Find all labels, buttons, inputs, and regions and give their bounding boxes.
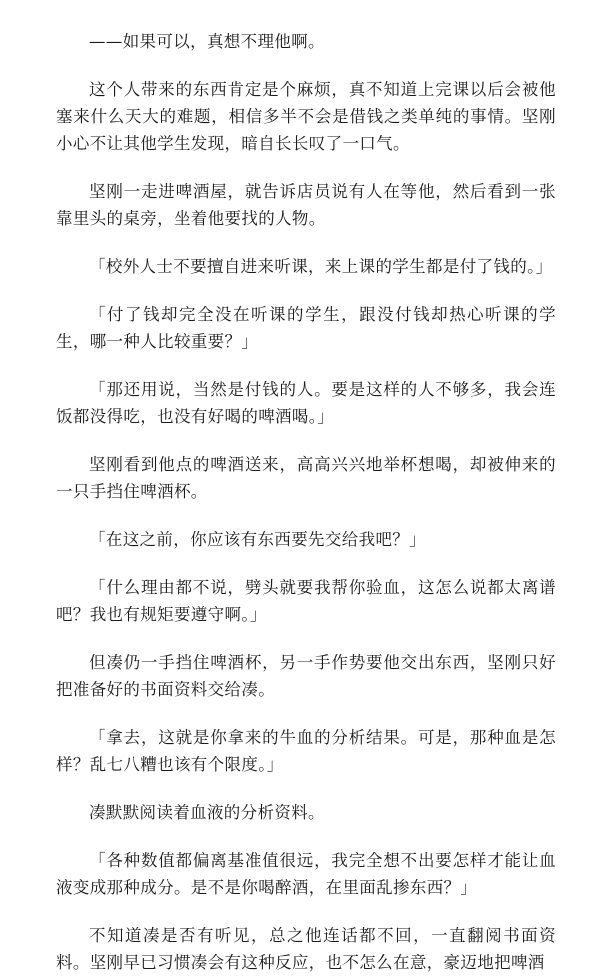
body-text — [56, 28, 556, 976]
paragraph: 这个人带来的东西肯定是个麻烦，真不知道上完课以后会被他塞来什么天大的难题，相信多半不会是借钱之类单纯的事情。坚刚小心不让其他学生发现，暗自长长叹了一口气。 — [56, 80, 556, 153]
paragraph: 但凑仍一手挡住啤酒杯，另一手作势要他交出东西，坚刚只好把准备好的书面资料交给凑。 — [56, 653, 556, 699]
paragraph: 「校外人士不要擅自进来听课，来上课的学生都是付了钱的。」 — [89, 257, 553, 276]
paragraph: 「付了钱却完全没在听课的学生，跟没付钱却热心听课的学生，哪一种人比较重要？」 — [56, 305, 556, 351]
paragraph: 「各种数值都偏离基准值很远，我完全想不出要怎样才能让血液变成那种成分。是不是你喝醉酒，在里面乱掺东西？」 — [56, 851, 556, 897]
paragraph: 坚刚一走进啤酒屋，就告诉店员说有人在等他，然后看到一张靠里头的桌旁，坐着他要找的人物。 — [56, 182, 556, 228]
paragraph: 坚刚看到他点的啤酒送来，高高兴兴地举杯想喝，却被伸来的一只手挡住啤酒杯。 — [56, 455, 556, 501]
paragraph: 「什么理由都不说，劈头就要我帮你验血，这怎么说都太离谱吧？我也有规矩要遵守啊。」 — [56, 578, 556, 624]
paragraph: 「拿去，这就是你拿来的牛血的分析结果。可是，那种血是怎样？乱七八糟也该有个限度。」 — [56, 728, 556, 774]
paragraph: 凑默默阅读着血液的分析资料。 — [89, 803, 325, 822]
paragraph: 「在这之前，你应该有东西要先交给我吧？」 — [89, 530, 426, 549]
paragraph: ——如果可以，真想不理他啊。 — [89, 32, 325, 51]
paragraph: 「那还用说，当然是付钱的人。要是这样的人不够多，我会连饭都没得吃，也没有好喝的啤酒喝。」 — [56, 380, 556, 426]
paragraph: 不知道凑是否有听见，总之他连话都不回，一直翻阅书面资料。坚刚早已习惯凑会有这种反应，也不怎么在意，豪迈地把啤酒 — [56, 926, 556, 972]
